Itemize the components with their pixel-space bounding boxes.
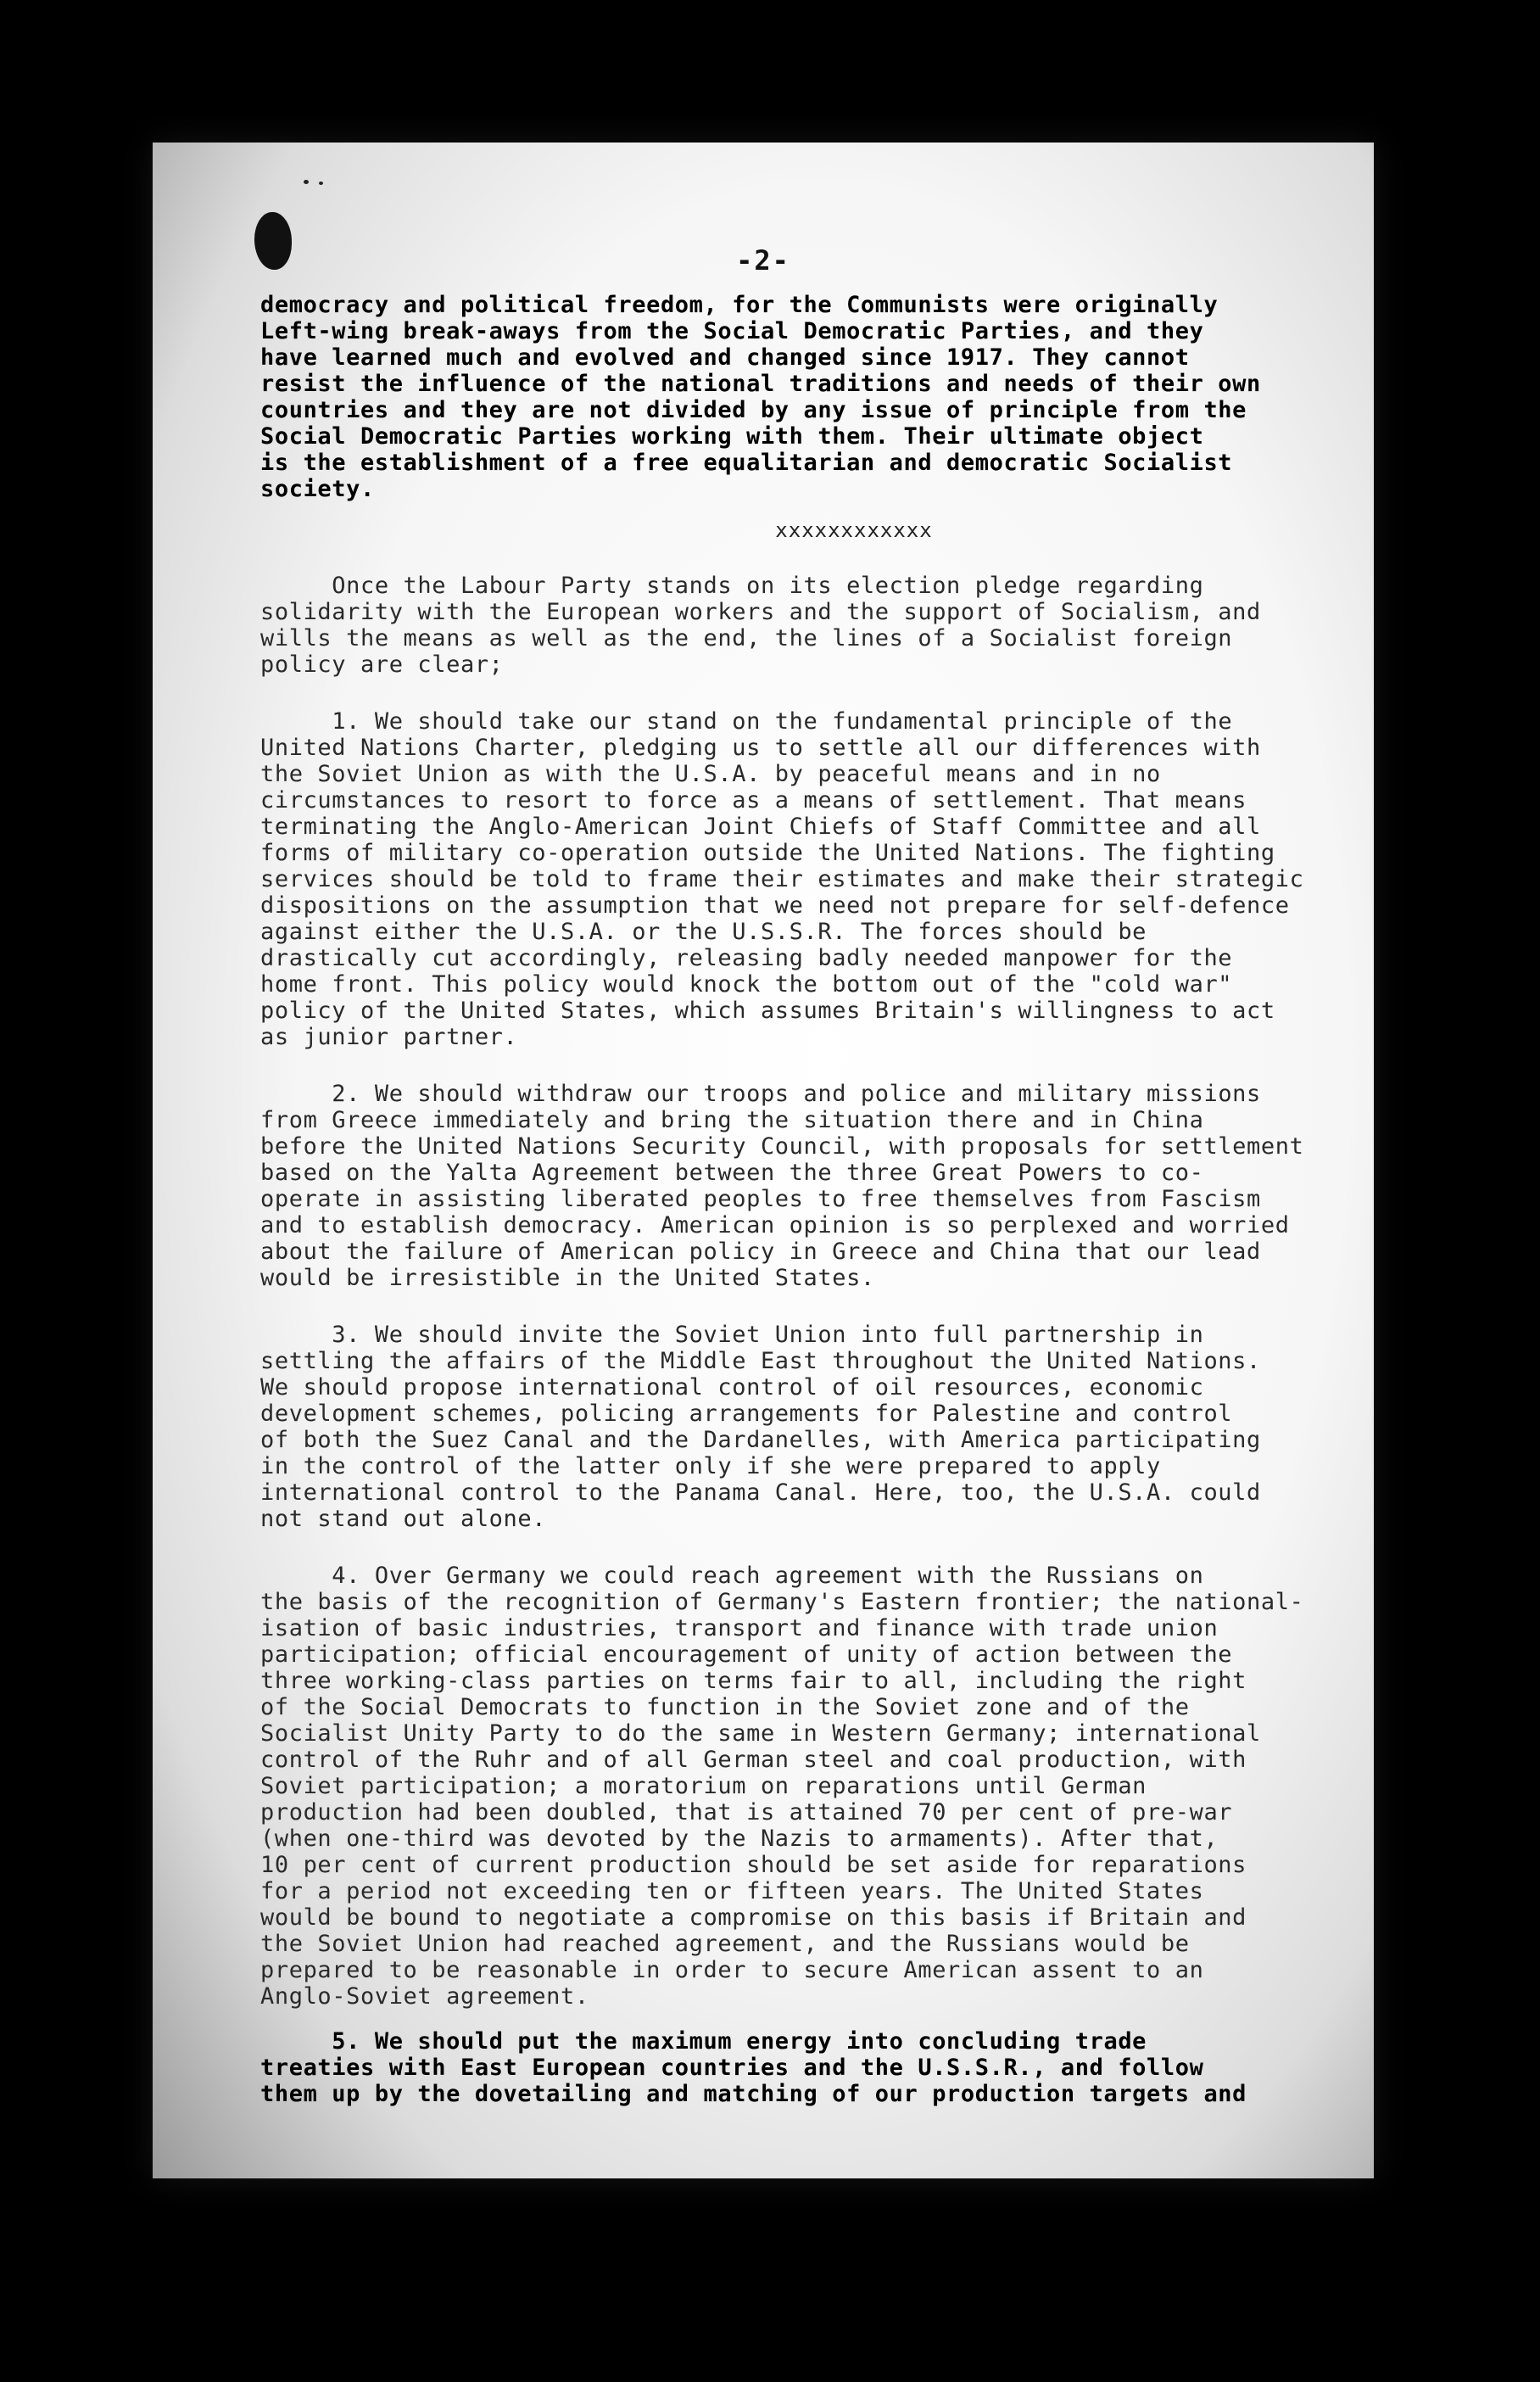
ink-speck bbox=[319, 182, 323, 185]
document-page bbox=[153, 143, 1374, 2178]
paragraph-point-1: 1. We should take our stand on the fundamental principle of the United Nations Charter, pledging us to settle all our differences with the Soviet Union as with the U.S.A. by peaceful means and in no circumstances to resort to force as a means of settlement. That means terminating the Anglo-American Joint Chiefs of Staff Committee and all forms of military co-operation outside the United Nations. The fighting services should be told to frame their estimates and make their strategic dispositions on the assumption that we need not prepare for self-defence against either the U.S.A. or the U.S.S.R. The forces should be drastically cut accordingly, releasing badly needed manpower for the home front. This policy would knock the bottom out of the "cold war" policy of the United States, which assumes Britain's willingness to act as junior partner. bbox=[260, 708, 1304, 1050]
paragraph-point-3: 3. We should invite the Soviet Union into full partnership in settling the affairs of the Middle East throughout the United Nations. We should propose international control of oil resources, economic development schemes, policing arrangements for Palestine and control of both the Suez Canal and the Dardanelles, with America participating in the control of the latter only if she were prepared to apply international control to the Panama Canal. Here, too, the U.S.A. could not stand out alone. bbox=[260, 1322, 1261, 1532]
page-number: -2- bbox=[736, 244, 790, 277]
section-separator: xxxxxxxxxxxx bbox=[775, 518, 933, 542]
paragraph-point-5: 5. We should put the maximum energy into concluding trade treaties with East European countries and the U.S.S.R., and follow them up by the dovetailing and matching of our production targets and bbox=[260, 2028, 1247, 2107]
paragraph-point-4: 4. Over Germany we could reach agreement with the Russians on the basis of the recognition of Germany's Eastern frontier; the national- isation of basic industries, transport and finance with trade union participation; official encouragement of unity of action between the three working-class parties on terms fair to all, including the right of the Social Democrats to function in the Soviet zone and of the Socialist Unity Party to do the same in Western Germany; international control of the Ruhr and of all German steel and coal production, with Soviet participation; a moratorium on reparations until German production had been doubled, that is attained 70 per cent of pre-war (when one-third was devoted by the Nazis to armaments). After that, 10 per cent of current production should be set aside for reparations for a period not exceeding ten or fifteen years. The United States would be bound to negotiate a compromise on this basis if Britain and the Soviet Union had reached agreement, and the Russians would be prepared to be reasonable in order to secure American assent to an Anglo-Soviet agreement. bbox=[260, 1563, 1304, 2010]
paragraph-intro: democracy and political freedom, for the Communists were originally Left-wing break-aways from the Social Democratic Parties, and they have learned much and evolved and changed since 1917. They cannot resist the influence of the national traditions and needs of their own countries and they are not divided by any issue of principle from the Social Democratic Parties working with them. Their ultimate object is the establishment of a free equalitarian and democratic Socialist society. bbox=[260, 292, 1261, 502]
document-body bbox=[260, 292, 1448, 2107]
ink-speck bbox=[304, 180, 309, 184]
paragraph-point-2: 2. We should withdraw our troops and police and military missions from Greece immediately and bring the situation there and in China before the United Nations Security Council, with proposals for settlement based on the Yalta Agreement between the three Great Powers to co- operate in assisting liberated peoples to free themselves from Fascism and to establish democracy. American opinion is so perplexed and worried about the failure of American policy in Greece and China that our lead would be irresistible in the United States. bbox=[260, 1081, 1304, 1291]
paragraph-labour-pledge: Once the Labour Party stands on its election pledge regarding solidarity with the European workers and the support of Socialism, and wills the means as well as the end, the lines of a Socialist foreign policy are clear; bbox=[260, 573, 1261, 678]
